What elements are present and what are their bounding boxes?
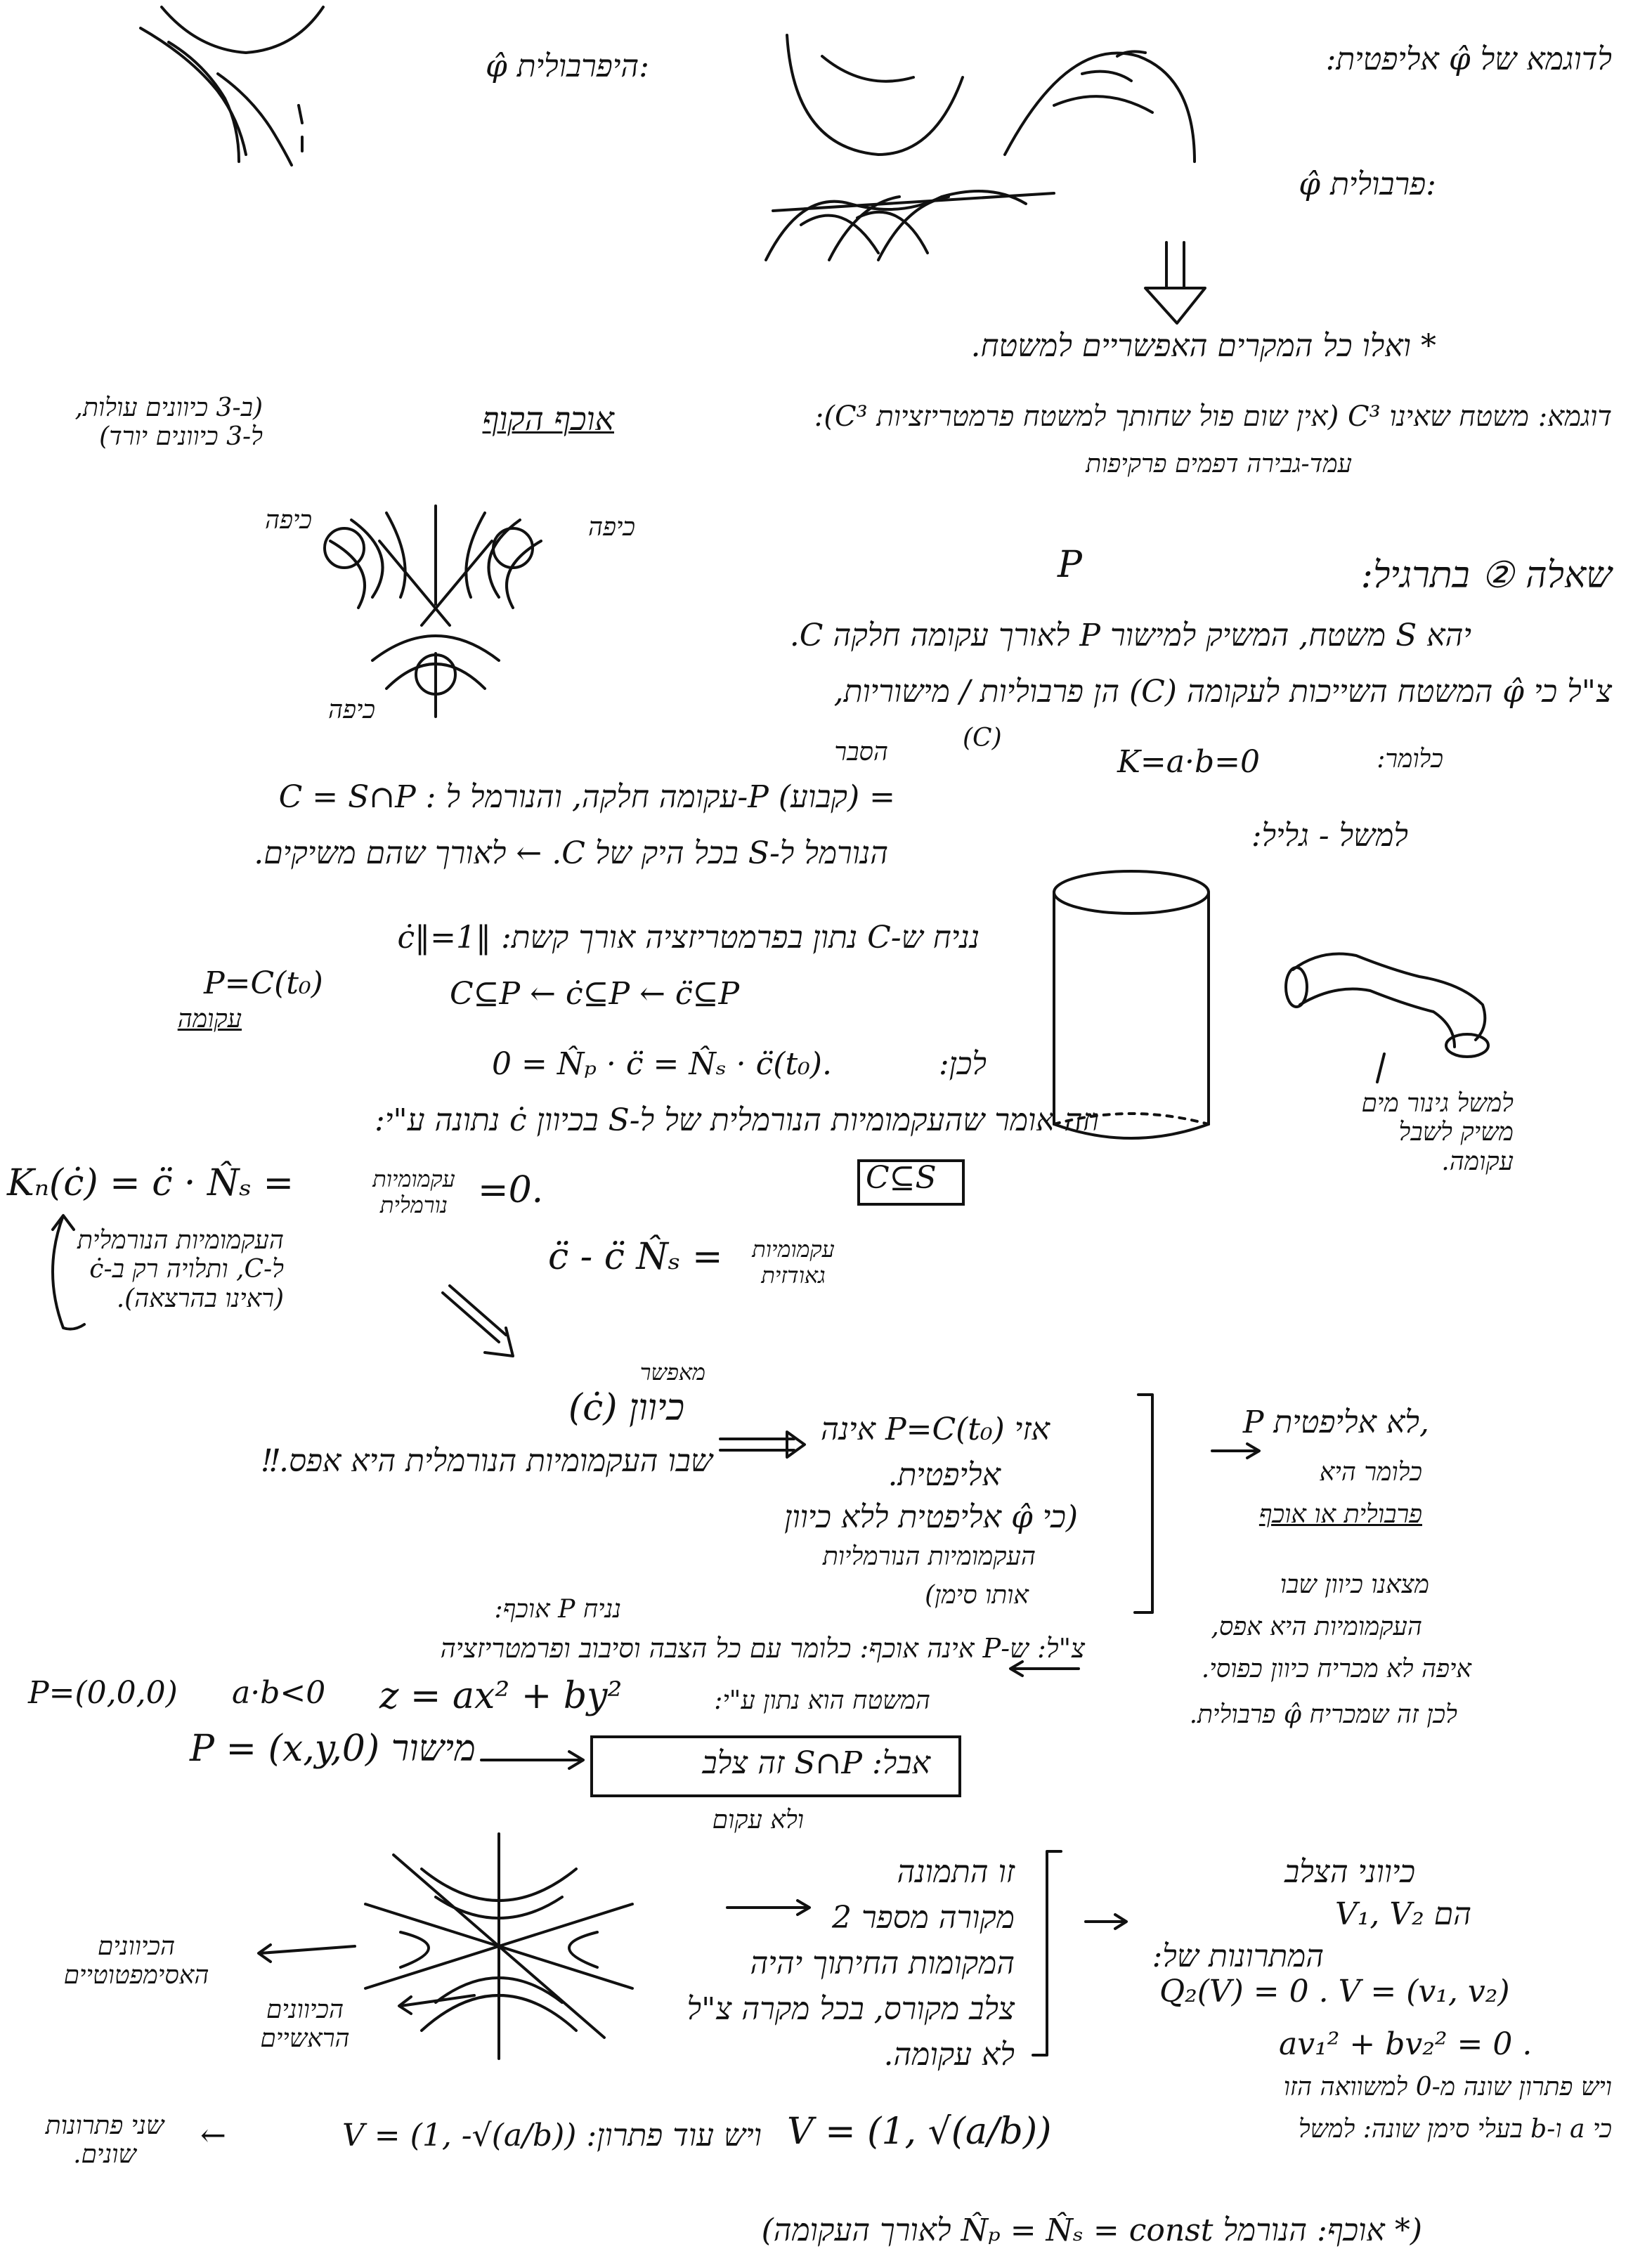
- left-arrow-icon-1: [1005, 1658, 1082, 1679]
- right-line-2: כלומר היא: [1319, 1458, 1422, 1487]
- q2-line1: יהא S משטח, המשיק למישור P לאורך עקומה חלקה C.: [789, 618, 1471, 653]
- worm-tube-figure: [1279, 934, 1518, 1089]
- plane-p-label: P: [1058, 544, 1082, 586]
- therefore-label: לכן:: [938, 1046, 987, 1082]
- omer-label: כלומר:: [1377, 745, 1443, 774]
- cross-intersection-text: אבל: S∩P זה צלב: [702, 1745, 930, 1781]
- dome-label-left: כיפה: [265, 506, 312, 535]
- arrow-to-two-solutions: ←: [200, 2118, 226, 2153]
- middle-bracket: [1124, 1391, 1166, 1616]
- asymptotic-directions-label: הכיוונים האסימפטוטיים: [63, 1932, 209, 1990]
- implies-arrow-icon: [717, 1426, 808, 1461]
- left-arrow-icon-3: [393, 1988, 478, 2016]
- middle-line-4: העקמומיות הנורמליות: [822, 1542, 1036, 1571]
- normal-curvature-line: וזה אומר שהעקמומיות הנורמלית של ל-S בכיוון ċ נתונה ע"י:: [375, 1102, 1099, 1138]
- quadratic-form-eq: Q₂(V) = 0 . V = (v₁, v₂): [1159, 1974, 1510, 2009]
- normal-dot-product: 0 = N̂ₚ · c̈ = N̂ₛ · c̈(t₀).: [492, 1046, 832, 1082]
- k-formula: K=a·b=0: [1117, 744, 1260, 780]
- hesber-label: הסבר: [834, 738, 888, 767]
- monkey-saddle-note-right: (ב-3 כיוונים עולות, ל-3 כיוונים יורד): [74, 393, 263, 452]
- kn-formula: Kₙ(ċ) = c̈ · N̂ₛ =: [7, 1162, 294, 1204]
- monkey-saddle-note-below: עמד-גבירה דפמים פרקיפות: [1086, 450, 1352, 478]
- dome-label-right: כיפה: [588, 513, 635, 542]
- example-cylinder-label: למשל - גליל:: [1251, 818, 1408, 854]
- double-arrow-icon: [436, 1286, 520, 1363]
- nonzero-solution-line: ויש פתרון שונה מ-0 למשוואה הזו: [1283, 2073, 1612, 2101]
- zero-normal-curvature-line: שבו העקמומיות הנורמלית היא אפס.‼: [262, 1443, 713, 1479]
- figure-text-3: המקומות החיתוך יהיה: [750, 1946, 1015, 1981]
- worm-note: למשל גינור מים משיק לשבל עקומה.: [1361, 1089, 1514, 1176]
- right-arrow-icon-4: [1082, 1911, 1131, 1932]
- right-line-1: P לא אליפטית,: [1242, 1405, 1429, 1440]
- kn-formula-label: עקמומיות נורמלית: [372, 1166, 455, 1218]
- figure-text-5: לא עקומה.: [883, 2037, 1015, 2073]
- ab-negative: a·b<0: [232, 1675, 326, 1711]
- hyperbolic-label: φ̂ היפרבולית:: [485, 48, 649, 84]
- hyperbolic-sketch-figure: [134, 0, 344, 176]
- q2-line2: צ"ל כי φ̂ המשטח השייכות לעקומה (C) הן פרבוליות / מישוריות,: [833, 674, 1612, 710]
- right-line-4: מצאנו כיוון שבו: [1280, 1570, 1429, 1599]
- question-title: שאלה ② בתרגיל:: [1360, 554, 1612, 597]
- p-equals-c-t0: P=C(t₀): [204, 965, 323, 1001]
- direction-c-dot: כיוון (ċ): [568, 1387, 684, 1429]
- cross-directions-3: המתרונות של:: [1152, 1938, 1324, 1974]
- normal-curvature-left-note: העקמומיות הנורמלית ל-C, ותלויה רק ב-ċ (ראינו בהרצאה).: [77, 1226, 284, 1313]
- saddle-bracket: [1026, 1848, 1068, 2059]
- bottom-note: (* אוכף: הנורמל N̂ₚ = N̂ₛ = const לאורך העקומה): [761, 2212, 1422, 2248]
- not-curve-label: ולא עקום: [712, 1806, 804, 1834]
- line-c-normal: הנורמל ל-S בכל היק של C. ← לאורך שהם משיקים.: [254, 835, 888, 871]
- kn-equals-zero: =0.: [478, 1169, 544, 1211]
- middle-line-3: (כי φ̂ אליפטית ללא כיוון: [784, 1499, 1078, 1535]
- two-solutions-label: שני פתרונות שונים.: [45, 2111, 164, 2170]
- monkey-saddle-name: אוכף הקוף: [482, 400, 614, 438]
- figure-text-1: זו התמונה: [897, 1854, 1015, 1890]
- p-origin: P=(0,0,0): [28, 1675, 178, 1711]
- surface-equation: z = ax² + by²: [379, 1675, 623, 1717]
- arclength-param-line: נניח ש-C נתון בפרמטריזציה אורך קשת: ‖ċ‖=1: [397, 920, 980, 956]
- middle-line-1: אזי P=C(t₀) אינה: [820, 1412, 1050, 1447]
- right-arrow-icon-3: [724, 1897, 815, 1918]
- surface-param-line: המשטח הוא נתון ע"י:: [714, 1686, 930, 1715]
- down-arrow-icon: [1138, 239, 1216, 330]
- c-subset-s: C⊆S: [866, 1160, 937, 1196]
- inclusion-chain: C⊆P ← ċ⊆P ← c̈⊆P: [450, 976, 740, 1012]
- right-line-7: לכן זה שמכריח φ̂ פרבולית.: [1189, 1700, 1457, 1729]
- parabolic-label: φ̂ פרבולית:: [1299, 167, 1436, 202]
- plane-equation: P = (x,y,0) מישור: [190, 1728, 476, 1770]
- to-prove-line: צ"ל: ש-P אינה אוכף: כלומר עם כל הצבה וסיבוב ופרמטריזציה: [440, 1633, 1085, 1664]
- monkey-saddle-figure: [302, 492, 569, 724]
- cross-directions-1: כיווני הצלב: [1284, 1854, 1415, 1890]
- right-line-5: העקמומיות היא אפס,: [1211, 1612, 1422, 1641]
- monkey-example-line: דוגמא: משטח שאינו C³ (אין שום פול שחותך למשטח פרמטריזציות C³):: [814, 400, 1612, 433]
- dome-label-bottom: כיפה: [328, 696, 375, 724]
- cross-directions-2: הם V₁, V₂: [1334, 1896, 1471, 1932]
- solution-v1: V = (1, √(a/b)): [787, 2111, 1052, 2153]
- curve-label: עקומה: [177, 1005, 242, 1034]
- geodesic-formula: c̈ - c̈ N̂ₛ =: [548, 1236, 723, 1278]
- elliptic-sketch-figure: [773, 14, 1209, 176]
- right-line-3: פרבולית או אוכף: [1258, 1500, 1422, 1529]
- figure-text-2: מקורה מספר 2: [831, 1900, 1015, 1936]
- middle-line-5: אותו סימן): [925, 1581, 1029, 1610]
- line-c-intersection: C = S∩P : עקומה חלקה, והנורמל ל-P (קבוע) =: [278, 779, 895, 815]
- right-line-6: איפה לא מכריח כיוון כפוסי.: [1201, 1655, 1471, 1683]
- solution-v2: ויש עוד פתרון: V = (1, -√(a/b)): [342, 2118, 762, 2153]
- geodesic-formula-label: עקמומיות גאודזית: [752, 1236, 835, 1289]
- principal-directions-label: הכיוונים הראשיים: [260, 1995, 350, 2054]
- left-arrow-icon-2: [253, 1939, 358, 1967]
- saddle-cross-figure: [351, 1827, 646, 2066]
- assume-saddle: נניח P אוכף:: [494, 1595, 621, 1624]
- example-elliptic-label: לדוגמא של φ̂ אליפטית:: [1325, 41, 1612, 77]
- left-bracket-arrow-icon: [35, 1208, 91, 1335]
- permits-label: מאפשר: [639, 1359, 705, 1386]
- asterisk-note: * ואלו כל המקרים האפשריים למשטח.: [970, 328, 1436, 364]
- parabolic-sketch-figure: [759, 176, 1082, 267]
- quadratic-eq: av₁² + bv₂² = 0 .: [1279, 2026, 1533, 2062]
- figure-text-4: צלב מקורס, בכל מקרה צ"ל: [687, 1991, 1015, 2027]
- curve-c-label: (C): [963, 724, 1002, 752]
- middle-line-2: אליפטית.: [887, 1457, 1001, 1493]
- right-arrow-icon-2: [478, 1746, 590, 1774]
- opposite-sign-line: כי a ו-b בעלי סימן שונה: למשל: [1298, 2115, 1612, 2144]
- right-arrow-icon-1: [1209, 1440, 1265, 1461]
